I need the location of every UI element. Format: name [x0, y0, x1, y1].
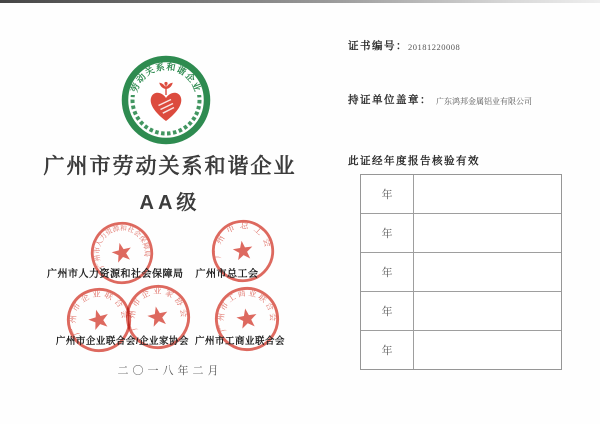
- table-row: [361, 330, 561, 369]
- star-icon: [232, 239, 254, 260]
- verification-blank-cell: [414, 214, 561, 252]
- seal-label-trade-unions: 广州市总工会: [195, 269, 259, 280]
- year-cell: 年: [361, 292, 414, 330]
- star-icon: [110, 241, 134, 264]
- table-row: [361, 213, 561, 252]
- star-icon: [146, 304, 170, 327]
- year-cell: 年: [361, 175, 414, 213]
- issue-date: 二〇一八年二月: [117, 365, 223, 377]
- holder-stamp-label: 持证单位盖章：: [348, 94, 432, 106]
- certificate-grade: AA级: [139, 192, 201, 214]
- table-row: [361, 291, 561, 330]
- seal-ring-text: 广州市企业家协会: [127, 286, 189, 332]
- certificate-title: 广州市劳动关系和谐企业: [43, 155, 297, 178]
- harmony-enterprise-emblem-icon: [121, 55, 211, 145]
- seal-ring-text: 广州市企业联合会: [68, 289, 130, 337]
- verification-blank-cell: [414, 253, 561, 291]
- seal-label-enterprise-confederation: 广州市企业联合会/企业家协会: [55, 336, 190, 347]
- certificate-number-value: 20181220008: [408, 42, 461, 52]
- svg-text:广州市工商业联合会: [210, 283, 279, 334]
- star-icon: [86, 307, 111, 331]
- verification-blank-cell: [414, 175, 561, 213]
- scan-edge-artifact: [0, 0, 600, 3]
- seal-label-industry-commerce: 广州市工商业联合会: [195, 336, 286, 347]
- annual-verification-table: [360, 174, 562, 370]
- year-cell: 年: [361, 214, 414, 252]
- year-cell: 年: [361, 331, 414, 369]
- annual-verification-title: 此证经年度报告核验有效: [348, 155, 480, 167]
- year-cell: 年: [361, 253, 414, 291]
- seal-ring-text: 广州市总工会: [212, 219, 275, 259]
- table-row: [361, 175, 561, 213]
- seal-label-hr-bureau: 广州市人力资源和社会保障局: [47, 269, 184, 280]
- verification-blank-cell: [414, 292, 561, 330]
- seal-ring-text: 广州市人力资源和社会保障局: [94, 225, 150, 270]
- emblem-arc-text: 劳动关系和谐企业: [128, 61, 204, 94]
- table-row: [361, 252, 561, 291]
- star-icon: [235, 307, 258, 330]
- seal-ring-text: 广州市工商业联合会: [216, 288, 278, 334]
- holder-company-name: 广东鸿邦金属铝业有限公司: [436, 97, 532, 106]
- verification-blank-cell: [414, 331, 561, 369]
- certificate-number-label: 证书编号：: [348, 40, 408, 52]
